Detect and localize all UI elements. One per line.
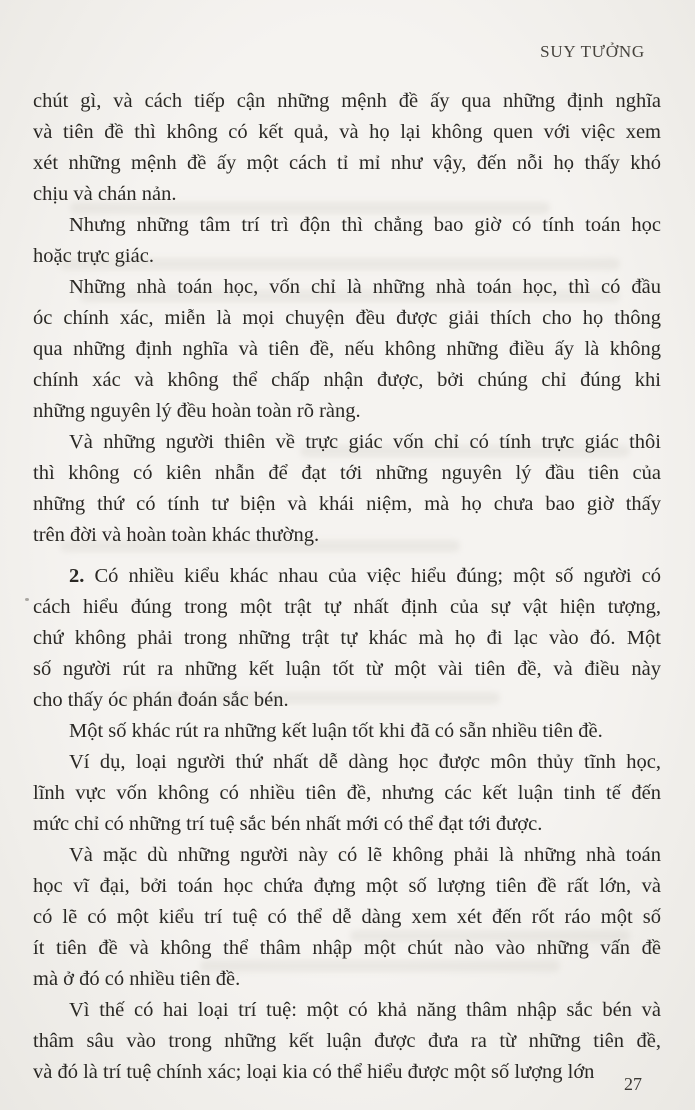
margin-artifact-dot	[25, 598, 29, 601]
text-line: lĩnh vực vốn không có nhiều tiên đề, nhưng các kết luận tinh tế đến	[33, 782, 661, 804]
text-line: Và mặc dù những người này có lẽ không phải là những nhà toán	[69, 844, 661, 866]
text-line: Vì thế có hai loại trí tuệ: một có khả năng thâm nhập sắc bén và	[69, 999, 661, 1021]
text-line: mà ở đó có nhiều tiên đề.	[33, 968, 241, 990]
paragraph	[33, 840, 661, 995]
text-line: thâm sâu vào trong những kết luận được đưa ra từ những tiên đề,	[33, 1030, 661, 1052]
text-line: cách hiểu đúng trong một trật tự nhất định của sự vật hiện tượng,	[33, 596, 661, 618]
text-line: hoặc trực giác.	[33, 245, 154, 267]
text-line: thì không có kiên nhẫn để đạt tới những nguyên lý đầu tiên của	[33, 462, 661, 484]
paragraph	[33, 716, 661, 747]
text-line: học vĩ đại, bởi toán học chứa đựng một số lượng tiên đề rất lớn, và	[33, 875, 661, 897]
text-line: mức chỉ có những trí tuệ sắc bén nhất mới có thể đạt tới được.	[33, 813, 543, 835]
paragraph	[33, 272, 661, 427]
text-line: trên đời và hoàn toàn khác thường.	[33, 524, 320, 546]
text-line: ít tiên đề và không thể thâm nhập một chút nào vào những vấn đề	[33, 937, 661, 959]
paragraph-number: 2.	[69, 565, 85, 587]
text-line: cho thấy óc phán đoán sắc bén.	[33, 689, 289, 711]
text-line: xét những mệnh đề ấy một cách tỉ mỉ như vậy, đến nỗi họ thấy khó	[33, 152, 661, 174]
paragraph	[33, 210, 661, 272]
text-line: óc chính xác, miễn là mọi chuyện đều được giải thích cho họ thông	[33, 307, 661, 329]
text-line: chịu và chán nản.	[33, 183, 177, 205]
text-line: Và những người thiên về trực giác vốn chỉ có tính trực giác thôi	[69, 431, 661, 453]
text-line: và đó là trí tuệ chính xác; loại kia có thể hiểu được một số lượng lớn	[33, 1061, 595, 1083]
running-header-title: SUY TƯỞNG	[540, 42, 645, 61]
text-line: chút gì, và cách tiếp cận những mệnh đề ấy qua những định nghĩa	[33, 90, 661, 112]
text-line: chính xác và không thể chấp nhận được, bởi chúng chỉ đúng khi	[33, 369, 661, 391]
paragraph	[33, 747, 661, 840]
text-line: qua những định nghĩa và tiên đề, nếu không những điều ấy là không	[33, 338, 661, 360]
text-line: những nguyên lý đều hoàn toàn rõ ràng.	[33, 400, 361, 422]
text-line: Những nhà toán học, vốn chỉ là những nhà toán học, thì có đầu	[69, 276, 661, 298]
text-line: Một số khác rút ra những kết luận tốt khi đã có sẵn nhiều tiên đề.	[69, 720, 603, 742]
text-line: những thứ có tính tư biện và khái niệm, mà họ chưa bao giờ thấy	[33, 493, 661, 515]
text-line: có lẽ có một kiểu trí tuệ có thể dễ dàng xem xét đến rốt ráo một số	[33, 906, 661, 928]
paragraph	[33, 995, 661, 1088]
text-line: và tiên đề thì không có kết quả, và họ lại không quen với việc xem	[33, 121, 661, 143]
paragraph	[33, 561, 661, 716]
text-line: Nhưng những tâm trí trì độn thì chẳng bao giờ có tính toán học	[69, 214, 661, 236]
text-line: số người rút ra những kết luận tốt từ một vài tiên đề, và điều này	[33, 658, 661, 680]
text-line: 2. Có nhiều kiểu khác nhau của việc hiểu đúng; một số người có	[69, 565, 661, 587]
text-line: chứ không phải trong những trật tự khác mà họ đi lạc vào đó. Một	[33, 627, 661, 649]
page-number: 27	[624, 1074, 642, 1094]
body-text	[33, 86, 661, 1088]
paragraph	[33, 86, 661, 210]
paragraph	[33, 427, 661, 551]
text-line: Ví dụ, loại người thứ nhất dễ dàng học được môn thủy tĩnh học,	[69, 751, 661, 773]
